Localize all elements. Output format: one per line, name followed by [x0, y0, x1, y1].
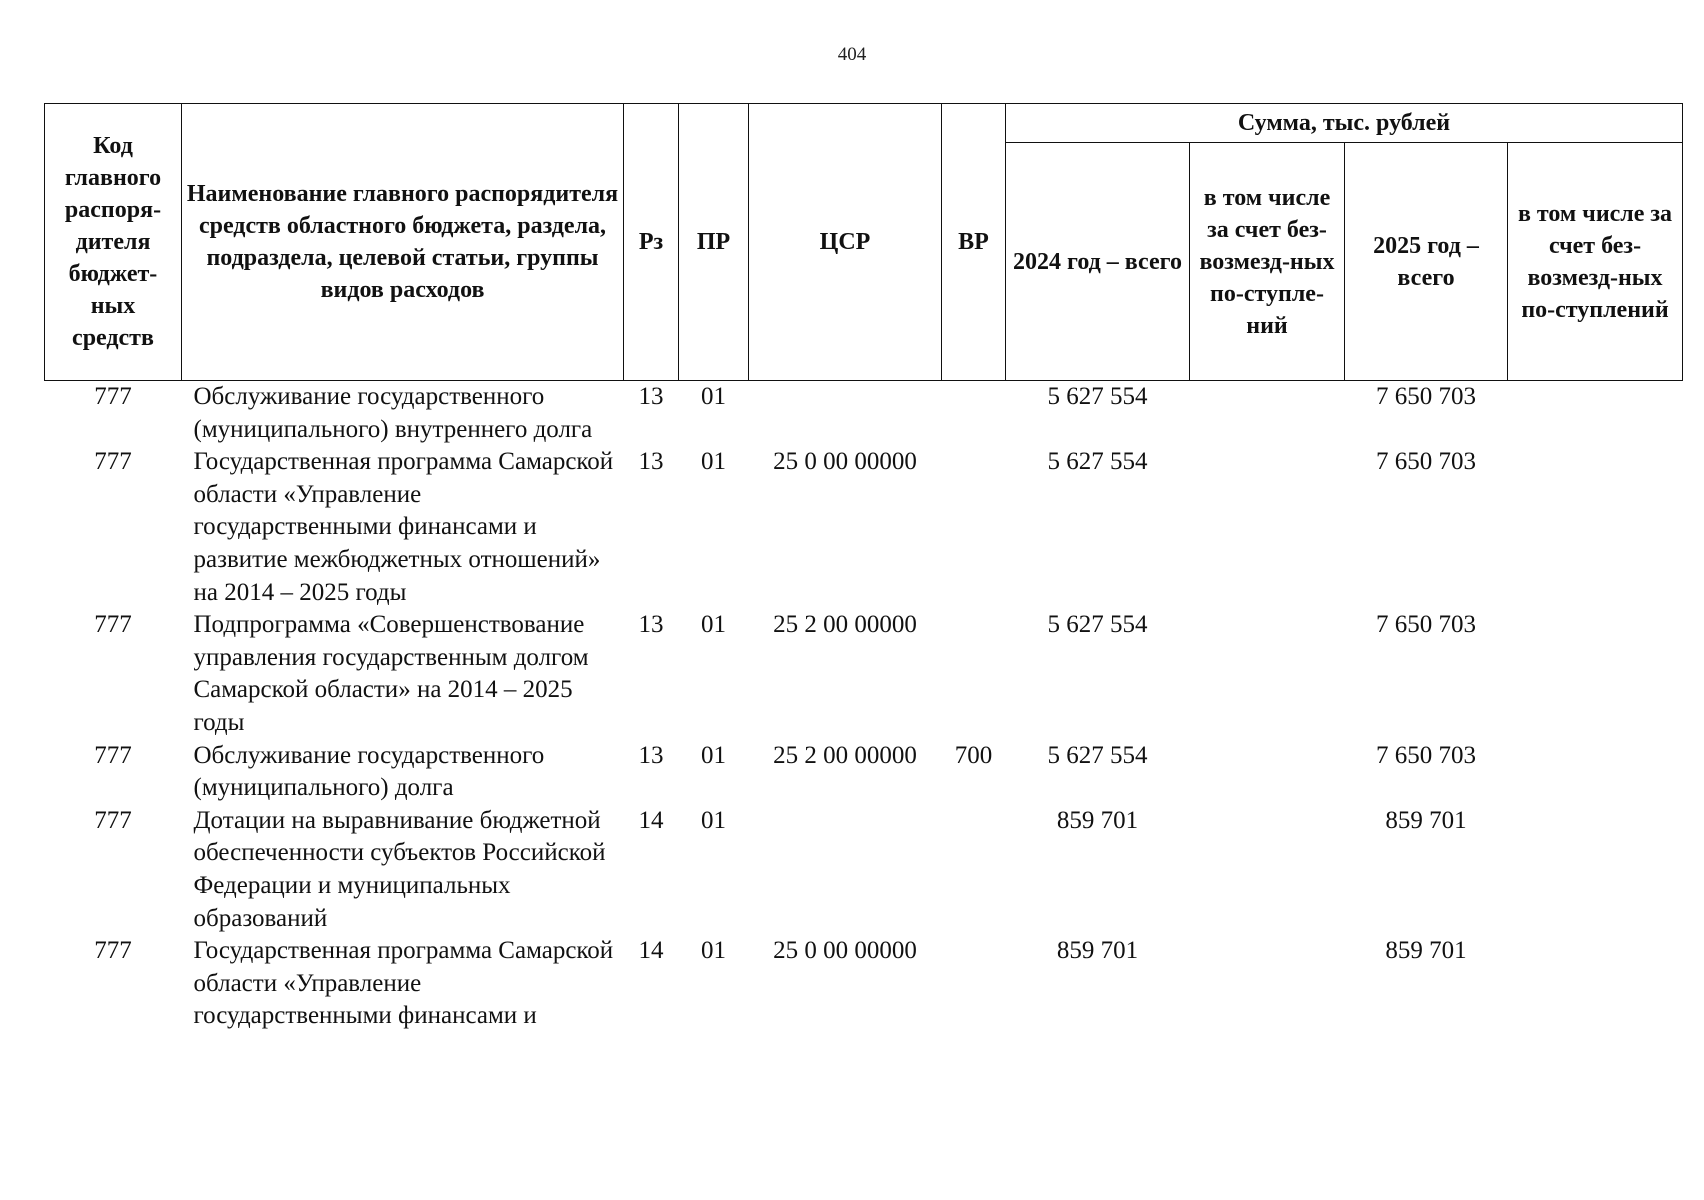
- cell-vr: [942, 805, 1006, 935]
- header-pr: ПР: [679, 104, 749, 381]
- cell-pr: 01: [701, 806, 726, 834]
- cell-csr: 25 2 00 00000: [773, 611, 917, 639]
- cell-2025-grants: [1508, 805, 1683, 935]
- cell-csr: [749, 805, 942, 935]
- cell-2025-total: 7 650 703: [1376, 448, 1476, 476]
- header-rz: Рз: [624, 104, 679, 381]
- cell-rz: 13: [638, 611, 664, 639]
- cell-rz: 13: [638, 383, 664, 410]
- cell-2025-grants: [1508, 609, 1683, 739]
- cell-name: Подпрограмма «Совершенствование управления государственным долгом Самарской области» на 2014 – 2025 годы: [193, 611, 589, 736]
- cell-pr: 01: [701, 937, 726, 965]
- cell-rz: 14: [638, 806, 664, 834]
- cell-csr: 25 0 00 00000: [773, 448, 917, 476]
- cell-rz: 13: [638, 741, 664, 769]
- table-row: [45, 446, 1683, 609]
- cell-code: 777: [94, 383, 132, 410]
- cell-2025-total: 859 701: [1385, 937, 1467, 965]
- cell-name: Обслуживание государственного (муниципального) внутреннего долга: [193, 383, 593, 443]
- cell-2024-grants: [1190, 381, 1345, 447]
- cell-2024-grants: [1190, 935, 1345, 1033]
- header-name: Наименование главного распорядителя средств областного бюджета, раздела, подраздела, целевой статьи, группы видов расходов: [182, 104, 624, 381]
- cell-rz: 13: [638, 448, 664, 476]
- cell-2024-grants: [1190, 740, 1345, 805]
- cell-rz: 14: [638, 937, 664, 965]
- header-2024-grants: в том числе за счет без-возмезд-ных по-ступле-ний: [1190, 143, 1345, 381]
- cell-code: 777: [94, 806, 132, 834]
- cell-2025-grants: [1508, 381, 1683, 447]
- cell-2024-grants: [1190, 609, 1345, 739]
- page-number: 404: [837, 44, 867, 65]
- cell-2024-grants: [1190, 446, 1345, 609]
- header-csr: ЦСР: [749, 104, 942, 381]
- budget-table: [44, 103, 1683, 1033]
- cell-name: Обслуживание государственного (муниципального) долга: [193, 741, 545, 802]
- cell-pr: 01: [701, 741, 726, 769]
- table-header: [45, 104, 1683, 381]
- cell-code: 777: [94, 937, 132, 965]
- cell-name: Дотации на выравнивание бюджетной обеспеченности субъектов Российской Федерации и муниципальных образований: [193, 806, 606, 932]
- cell-code: 777: [94, 448, 132, 476]
- cell-pr: 01: [701, 383, 726, 410]
- cell-2025-total: 7 650 703: [1376, 741, 1476, 769]
- cell-code: 777: [94, 611, 132, 639]
- table-row: [45, 381, 1683, 447]
- cell-2024-total: 5 627 554: [1047, 741, 1148, 769]
- header-code: Код главного распоря-дителя бюджет-ных средств: [45, 104, 182, 381]
- cell-vr: [942, 446, 1006, 609]
- cell-2024-total: 859 701: [1056, 806, 1139, 834]
- cell-vr: [942, 935, 1006, 1033]
- cell-csr: [749, 381, 942, 447]
- cell-name: Государственная программа Самарской области «Управление государственными финансами и: [193, 937, 614, 1030]
- cell-vr: [942, 381, 1006, 447]
- cell-2024-total: 5 627 554: [1047, 611, 1148, 639]
- cell-2025-grants: [1508, 935, 1683, 1033]
- cell-csr: 25 0 00 00000: [773, 937, 917, 965]
- cell-2025-total: 7 650 703: [1376, 383, 1476, 410]
- cell-name: Государственная программа Самарской области «Управление государственными финансами и развитие межбюджетных отношений» на 2014 – 2025 годы: [193, 448, 614, 606]
- cell-code: 777: [94, 741, 132, 769]
- cell-2024-total: 5 627 554: [1047, 383, 1148, 410]
- table-row: [45, 805, 1683, 935]
- cell-csr: 25 2 00 00000: [773, 741, 917, 769]
- cell-vr: 700: [954, 741, 993, 769]
- header-sum-group: Сумма, тыс. рублей: [1006, 104, 1683, 143]
- cell-2024-total: 859 701: [1056, 937, 1139, 965]
- cell-2025-total: 7 650 703: [1376, 611, 1476, 639]
- cell-pr: 01: [701, 448, 726, 476]
- header-2025-grants: в том числе за счет без-возмезд-ных по-ступлений: [1508, 143, 1683, 381]
- header-vr: ВР: [942, 104, 1006, 381]
- cell-2024-total: 5 627 554: [1047, 448, 1148, 476]
- cell-pr: 01: [701, 611, 726, 639]
- table-row: [45, 935, 1683, 1033]
- table-body: [45, 381, 1683, 1033]
- table-row: [45, 740, 1683, 805]
- cell-2024-grants: [1190, 805, 1345, 935]
- header-2025-total: 2025 год – всего: [1345, 143, 1508, 381]
- header-2024-total: 2024 год – всего: [1006, 143, 1190, 381]
- cell-vr: [942, 609, 1006, 739]
- cell-2025-grants: [1508, 446, 1683, 609]
- table-row: [45, 609, 1683, 739]
- cell-2025-total: 859 701: [1385, 806, 1467, 834]
- cell-2025-grants: [1508, 740, 1683, 805]
